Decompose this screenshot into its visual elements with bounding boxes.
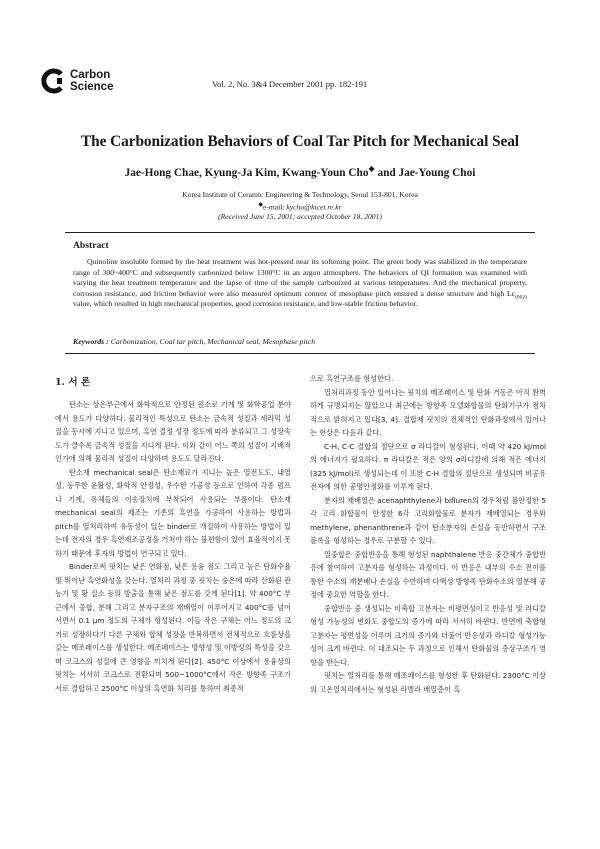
authors-main: Jae-Hong Chae, Kyung-Ja Kim, Kwang-Youn Cho <box>124 166 369 179</box>
corresponding-author-mark: ◆ <box>368 164 375 173</box>
contact-email <box>0 201 600 212</box>
body-paragraph: 분자의 재배열은 acenaphthylene과 bifluren의 경우처럼 불안정한 5각 고리 화합물이 안정한 6각 고리화합물로 분자가 재배열되는 경우와 methylene, phenanthrene과 같이 탄소분자의 손실을 동반하면서 구조 블록을 형성하는 경우로 구분할 수 있다. <box>310 495 546 545</box>
section-heading-introduction: 1. 서 론 <box>55 377 91 388</box>
abstract-heading: Abstract <box>73 240 109 251</box>
authors-last: and Jae-Young Choi <box>374 166 476 179</box>
logo-line-1: Carbon <box>70 69 111 81</box>
keywords-label: Keywords : <box>73 337 111 346</box>
abstract-text-main: Quinoline insoluble formed by the heat treatment was hot-pressed near its softening point. The green body was stabilized in the temperature range of 300~400°C and subsequently carbonized below 1300°C in an argon atmosphere. The behaviors of QI formation was examined with varying the heat treatment temperature and the lapse of time of the sample carbonized at various temperatures. And the mechanical property, corrosion resistance, and friction behavior were also measured optimum content of mesophase pitch ensured a dense structure and high Lc <box>73 257 527 298</box>
body-paragraph: 열처리과정 동안 일어나는 핏치의 메조페이스 및 탄화 거동은 아직 완벽하게 규명되지는 않았으나 최근에는 방향족 모델화합물의 탄화기구가 점차적으로 밝혀지고 있다[3, 4]. 결합제 핏치의 전체적인 탄화과정에서 일어나는 현상은 다음과 같다. <box>310 387 546 437</box>
body-paragraph: 탄소는 상온부근에서 화학적으로 안정된 원소로 기계 및 화학공업 분야에서 용도가 다양하다. 물리적인 특성으로 탄소는 금속적 성질과 세라믹 성질을 동시에 지니고 있으며, 흑연 결정 성장 정도에 따라 분류되고 그 성장속도가 클수록 금속적 성질을 지니게 된다. 이와 같이 어느 쪽의 성질이 지배적인가에 의해 물리적 성질이 다양하며 용도도 달라진다. <box>55 400 291 463</box>
body-paragraph: Binder로써 핏치는 낮은 연화점, 낮은 용융 점도 그리고 높은 탄화수율 및 뛰어난 흑연화성을 갖는다. 열처리 과정 중 핏치는 숭온에 따라 산화된 관능기 및 황 질소 등의 방출을 통해 낮은 점도를 갖게 된다[1]. 약 400°C 부근에서 중합, 분해 그리고 분자구조의 재배열이 이루어지고 400°C를 넘어서면서 0.1 µm 정도의 구체가 형성된다. 이들 작은 구체는 어느 정도의 크기로 성장하다가 다른 구체와 합체 성장을 반복하면서 전체적으로 흐름상을 갖는 메조페이스를 생성한다. 메조페이스는 방향성 및 이방성의 특성을 갖으며 코크스의 성질에 큰 영향을 끼치게 된다[2]. 450°C 이상에서 용융상의 핏치는 서서히 코크스로 전환되며 500~1000°C에서 작은 방향족 구조가 서로 결합하고 2500°C 이상의 흑연화 처리를 통하여 최종적 <box>55 562 291 693</box>
journal-info: Vol. 2, No. 3&4 December 2001 pp. 182-191 <box>212 79 368 89</box>
keywords-list: Carbonization, Coal tar pitch, Mechanical seal, Mesophase pitch <box>110 337 316 346</box>
abstract-box <box>65 232 535 354</box>
keywords-line <box>73 337 315 346</box>
abstract-text <box>73 257 527 310</box>
carbon-logo-icon <box>40 68 66 94</box>
logo-line-2: Science <box>70 81 114 93</box>
column-left <box>55 374 291 695</box>
body-paragraph-continued: 으로 흑연구조를 형성한다. <box>310 374 394 383</box>
email-label: e-mail: <box>263 202 287 212</box>
email-mark: ◆ <box>258 202 263 208</box>
column-right <box>310 372 546 696</box>
received-dates: (Received June 15, 2001; accepted October 18, 2001) <box>218 212 382 221</box>
journal-logo <box>40 68 113 94</box>
email-address[interactable]: kycho@kicet.re.kr <box>286 202 342 212</box>
abstract-text-end: value, which resulted in high mechanical properties, good corrosion resistance, and low-stable friction behavior. <box>73 299 418 309</box>
body-paragraph: 핏치는 열처리를 통해 메조페이스를 형성한 후 탄화된다. 2300°C 이상의 고온열처리에서는 형성된 라멜라 배열층이 흑 <box>310 671 546 694</box>
logo-text <box>70 69 113 93</box>
body-paragraph: 열중합은 중합반응을 통해 형성된 naphthalene 반응 중간체가 중합반응에 참여하여 고분자를 형성하는 과정이다. 이 반응은 내부의 수소 전이를 통한 수소의 재분배나 손실을 수반하며 다핵성 방향족 탄화수소의 열분해 공정에 중요한 역할을 한다. <box>310 549 546 599</box>
body-paragraph: 탄소재 mechanical seal은 탄소재료가 지니는 높은 열전도도, 내열성, 등무한 윤활성, 화학적 안정성, 우수한 가공성 등으로 인하여 각종 펌프나 기계, 유체들의 이송장치에 부착되어 사용되는 부품이다. 탄소재 mechanical seal의 제조는 기존의 흑연을 가공하여 사용하는 방법과 pitch를 열처리하여 유동성이 있는 binder로 개질하여 사용하는 방법이 있는데 전자의 경우 흑연제조공정을 거쳐야 하는 불편함이 있어 효율적이지 못하기 때문에 후자의 방법이 연구되고 있다. <box>55 467 291 558</box>
author-list <box>0 163 600 179</box>
body-paragraph: 중합반응 중 생성되는 비축합 고분자는 비평면성이고 반응성 및 라디칼 형성 가능성의 변화도 중합도의 증가에 따라 서서히 바뀐다. 반면에 축합형 고분자는 평면성을 이루며 크기의 증가와 더불어 반응성과 라디칼 형성가능성이 크게 바뀐다. 이 대조되는 두 과정으로 인해서 탄화물의 층상구조가 영향을 받는다. <box>310 603 546 667</box>
affiliation: Korea Institute of Ceramic Engineering & Technology, Seoul 153-801, Korea <box>182 190 418 199</box>
paper-title: The Carbonization Behaviors of Coal Tar Pitch for Mechanical Seal <box>81 133 519 150</box>
body-paragraph: C-H, C-C 결합의 절단으로 σ 라디칼이 형성된다. 이때 약 420 kJ/mol의 에너지가 필요하다. π 라디칼은 적은 양의 σ라디칼에 의해 적은 에너지(325 kJ/mol)로 생성되는데 이 또한 C-H 결합의 절단으로 생성되며 비공유전자에 의한 공명안정화를 이루게 된다. <box>310 441 546 491</box>
abstract-subscript: (002) <box>515 294 527 301</box>
